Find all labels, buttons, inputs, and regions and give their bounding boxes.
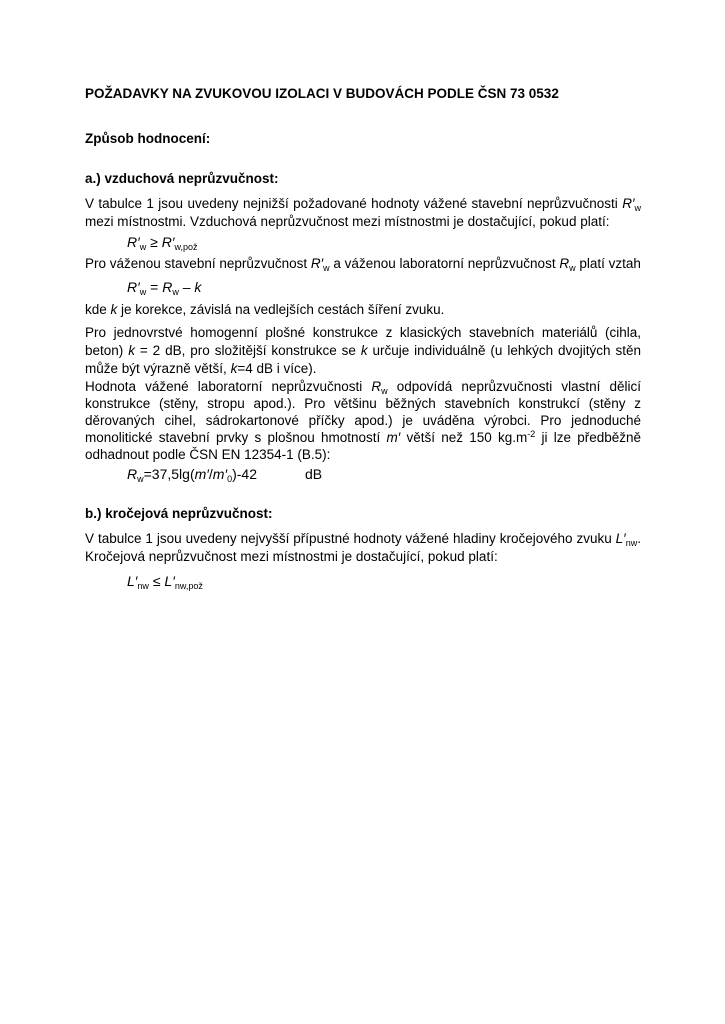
airborne-intro-paragraph: V tabulce 1 jsou uvedeny nejnižší požadované hodnoty vážené stavební neprůzvučnosti $R'_w$ mezi místnostmi. Vzduchová neprůzvučnost mezi místnostmi je dostačující, pokud platí: — [85, 196, 641, 229]
document-content — [85, 85, 641, 590]
page-title: POŽADAVKY NA ZVUKOVOU IZOLACI V BUDOVÁCH PODLE ČSN 73 0532 — [85, 86, 559, 101]
section-b-heading: b.) kročejová neprůzvučnost: — [85, 506, 273, 521]
impact-intro-paragraph: V tabulce 1 jsou uvedeny nejvyšší přípustné hodnoty vážené hladiny kročejového zvuku $L'_{nw}$. Kročejová neprůzvučnost mezi místnostmi je dostačující, pokud platí: — [85, 531, 641, 564]
db-unit-label: dB — [305, 466, 323, 482]
laboratory-value-paragraph: Hodnota vážené laboratorní neprůzvučnosti $R_w$ odpovídá neprůzvučnosti vlastní dělicí konstrukce (stěny, stropu apod.). Pro většinu běžných stavebních konstrukcí (stěny z děrovaných cihel, sádrokartonové příčky apod.) je uváděna výrobci. Pro jednoduché monolitické stavební prvky s plošnou hmotností m′ větší než 150 $kg.m^{-2}$ ji lze předběžně odhadnout podle ČSN EN 12354-1 (B.5): — [85, 379, 642, 462]
weighted-insulation-paragraph: Pro váženou stavební neprůzvučnost $R'_w$ a váženou laboratorní neprůzvučnost $R_w$ platí vztah — [85, 256, 641, 273]
evaluation-method-heading: Způsob hodnocení: — [85, 131, 211, 146]
rw-estimation-formula — [127, 465, 641, 483]
section-a-heading: a.) vzduchová neprůzvučnost: — [85, 171, 279, 186]
rw-estimation-expression: $R_w=37,5\lg(m'/m'_0)-42$ — [127, 466, 258, 484]
correction-formula: $R'_w = R_w - k$ — [127, 279, 202, 297]
correction-note-paragraph: kde k je korekce, závislá na vedlejších cestách šíření zvuku. — [85, 302, 445, 317]
impact-requirement-formula: $L'_{nw} \le L'_{nw,pož}$ — [127, 573, 203, 591]
homogeneous-construction-paragraph: Pro jednovrstvé homogenní plošné konstrukce z klasických stavebních materiálů (cihla, beton) k = 2 dB, pro složitější konstrukce se k určuje individuálně (u lehkých dvojitých stěn může být výrazně větší, k=4 dB i více). — [85, 325, 641, 376]
airborne-requirement-formula: $R'_w \ge R'_{w,pož}$ — [127, 234, 198, 252]
